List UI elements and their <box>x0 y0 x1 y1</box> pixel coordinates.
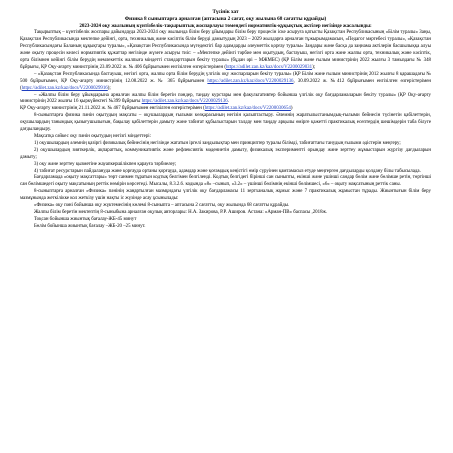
paragraph-task-4: 4) табиғат ресурстарын пайдалануда және қорғауда ортаны қорғауда, адамдар және қоғамдық кеңістігі өмір сүруінен қамтамасыз етуде меңгерген дағдыларды қолдану білы табысылада. <box>34 168 421 174</box>
paragraph-tasks-intro: Мақсатқа сәйкес оқу пәнін оқытудың негізгі міндеттері: <box>34 134 152 139</box>
paragraph-amendments: ҚР Оқу-ағарту министрінің 21.11.2022 ж. № 467 бұйрығымен енгізілген өзгерістерімен (https://adilet.zan.kz/kaz/docs/V2200030654) <box>20 106 293 112</box>
paragraph-curriculum-plans-mid: , 30.09.2022 ж. №412 бұйрығымен енгізілген өзгерістерімен <box>293 78 432 84</box>
paragraph-curriculum-plans: – «Қазақстан Республикасында бастауыш, негізгі орта, жалпы орта білім берудің үлгілік оқу жоспарларын бекіту туралы» (ҚР Білім және ғылым министрінің 2012 жылғы 8 қарашадағы № 500 бұйрығымен, ҚР Оқу-ағарту министрінің 12.08.2022 ж. № 365 бұйрығымен https://adilet.zan.kz/kaz/docs/V2200029136, 30.09.2022 ж. №412 бұйрығымен енгізілген өзгерістерімен (https://adilet.zan.kz/kaz/docs/V2200029916); <box>20 71 432 91</box>
paragraph-load: «Физика» оқу пәні бойынша оқу жүктемесінің көлемі 8-сыныпта – аптасына 2 сағатты, оқу жылында 68 сағатты құрайды. <box>34 203 290 209</box>
document-title: Түсінік хат <box>212 9 239 15</box>
paragraph-textbook: Жалпы білім беретін мектептің 8-сыныбына арналған оқулық авторлары: Н.А. Закирова, Р.Р. Аширов. Астана: «Арман-ПВ» баспасы ,2018ж. <box>34 209 328 215</box>
document-subtitle: Физика 8 сыныптарға арналған (аптасына 2 сағат, оқу жылына 68 сағатты құрайды) <box>124 16 327 23</box>
paragraph-task-2: 2) оқушылардың зияткерлік, ақпараттық, коммуникативтік және рефлексивтік мәдениетін дамыту, физикалық эксперименттi орындау және зерттеу жұмыстарын жүргізу дағдыларын дамыту; <box>20 147 431 160</box>
paragraph-amendments-text: ҚР Оқу-ағарту министрінің 21.11.2022 ж. № 467 бұйрығымен енгізілген өзгерістерімен <box>20 106 202 112</box>
document-heading: 2023-2024 оқу жылының күнтізбелік-тақырыптық жоспарлауы төмендегі нормативтік-құқықтық актілер негізінде жасалынды: <box>79 24 372 30</box>
paragraph-lab-works: 8-сыныптарға арналған «Физика» пәнінің жаңартылған мазмұндағы үлгілік оқу бағдарламасы 11 зертханалық жұмыс және 7 практикалық жұмыстан тұрады. Жиынтығын білім беру мазмұнында жеткілікке кол жеткізу үшін нақты іс жүзінде асау ұсынылады: <box>20 189 431 202</box>
paragraph-curriculum-plans-end: ); <box>107 85 111 91</box>
paragraph-quarter-assessment: Тоқсан бойынша жиынтық бағалау-ЖБ-45 минут <box>34 216 137 222</box>
paragraph-model-programs-end: . <box>227 99 229 105</box>
adilet-link-standard[interactable]: https://adilet.zan.kz/kaz/docs/V2200029031 <box>225 64 313 70</box>
adilet-link-plan-1[interactable]: https://adilet.zan.kz/kaz/docs/V2200029136 <box>207 78 294 84</box>
adilet-link-plan-2[interactable]: https://adilet.zan.kz/kaz/docs/V2200029916 <box>21 85 108 91</box>
paragraph-task-3: 3) оқу және зерттеу қызметіне жауапкершілікпен қарауға тәрбиелеу; <box>34 161 177 167</box>
adilet-link-programs[interactable]: https://adilet.zan.kz/kaz/docs/V2200029136 <box>141 99 228 105</box>
paragraph-curriculum-plans-text: – «Қазақстан Республикасында бастауыш, негізгі орта, жалпы орта білім берудің үлгілік оқу жоспарларын бекіту туралы» (ҚР Білім және ғылым министрінің 2012 жылғы 8 қарашадағы № 500 бұйрығымен, ҚР Оқу-ағарту министрінің 12.08.2022 ж. № 365 бұйрығымен <box>20 71 431 84</box>
paragraph-amendments-end: ) <box>290 106 293 112</box>
paragraph-legal-basis-text: Тақырыптық – күнтізбелік жоспары дайындауда 2023-2024 оқу жылында білім беру ұйымдары білім беру процесін іске асыруға қатысты Қазақстан Республикасының «Білім туралы» Заңы, Қазақстан Республикасында мектепке дейінгі, орта, техникалық және кәсіптік білім беруді дамытудың 2023 – 2029 жылдарға арналған тұжырымдамасын, «Педагог мәртебесі туралы», «Қазақстан Республикасындағы Баланың құқықтары туралы», «Қазақстан Республикасында мүгедектігі бар адамдарды әлеуметтік қорғау туралы» Заңдары және басқа да заңнама актілерін басшылыққа алуы және оқыту процесін келесі нормативтік құжаттар негізінде жүзеге асыруы тиіс: – «Мектепке дейінгі тәрбие мен оқытудың, бастауыш, негізгі орта және жалпы орта, техникалық және кәсіптік, орта білімнен кейінгі білім берудің мемлекеттік жалпыға міндетті стандарттарын бекіту туралы» (бұдан әрі – МЖМБС) (ҚР Білім және ғылым министрінің 2022 жылғы 3 тамыздағы № 348 бұйрығы, ҚР Оқу-ағарту министрінің 23.09.2022 ж. № 406 бұйрығымен енгізілген өзгерістерімен <box>20 30 431 70</box>
paragraph-task-1: 1) оқушылардың әлемнің қазіргі физикалық бейнесінің негізінде жататын іргелі заңдылықтар мен принциптер туралы білімді, табиғаттағы танудың ғылыми әдістерін меңгеру; <box>34 140 401 146</box>
paragraph-codes: Бағдарламада «оқыту мақсаттары» төрт санмен тұратын кодтық белгімен белгіленді. Кодтық белгідегі бірінші сан сыныпты, екінші және үшінші сандар бөлім және бөлімше ретін, төртінші сан бөлімшедегі оқыту мақсатының реттік нөмірін көрсетеді. Мысалы, 8.3.2.6. кодында «8» –сынып, «3.2» – үшінші бөлімнің екінші бөлімшесі, «6» – оқыту мақсатының реттік саны. <box>20 175 431 188</box>
adilet-link-amendments[interactable]: https://adilet.zan.kz/kaz/docs/V2200030654 <box>204 106 291 112</box>
paragraph-model-programs-text: – «Жалпы білім беру ұйымдарына арналған жалпы білім беретін пәндер, таңдау курстары мен факультативтер бойынша үлгілік оқу бағдарламаларын бекіту туралы» (ҚР Оқу-ағарту министрінің 2022 жылғы 16 қыркүйектегі №399 бұйрығы <box>20 92 431 105</box>
paragraph-legal-basis: Тақырыптық – күнтізбелік жоспары дайындауда 2023-2024 оқу жылында білім беру ұйымдары білім беру процесін іске асыруға қатысты Қазақстан Республикасының «Білім туралы» Заңы, Қазақстан Республикасында мектепке дейінгі, орта, техникалық және кәсіптік білім беруді дамытудың 2023 – 2029 жылдарға арналған тұжырымдамасын, «Педагог мәртебесі туралы», «Қазақстан Республикасындағы Баланың құқықтары туралы», «Қазақстан Республикасында мүгедектігі бар адамдарды әлеуметтік қорғау туралы» Заңдары және басқа да заңнама актілерін басшылыққа алуы және оқыту процесін келесі нормативтік құжаттар негізінде жүзеге асыруы тиіс: – «Мектепке дейінгі тәрбие мен оқытудың, бастауыш, негізгі орта және жалпы орта, техникалық және кәсіптік, орта білімнен кейінгі білім берудің мемлекеттік жалпыға міндетті стандарттарын бекіту туралы» (бұдан әрі – МЖМБС) (ҚР Білім және ғылым министрінің 2022 жылғы 3 тамыздағы № 348 бұйрығы, ҚР Оқу-ағарту министрінің 23.09.2022 ж. № 406 бұйрығымен енгізілген өзгерістерімен (https://adilet.zan.kz/kaz/docs/V2200029031); <box>20 30 431 70</box>
paragraph-goal: 8-сыныптарға физика пәнін оқытудың мақсаты – оқушылардың ғылыми көзқарасының негізін қалыптастыру. Әлемнің жаратылыстанымдық-ғылыми бейнесін түсінетін қабілеттерін, оқушылардың танымдық қызығушылығын, бақылау қабілеттерін дамыту және табиғат құбылыстарын талдау мен таңдау арқылы өмірге қажетті практикалық есептердің шешімдерін таба білуге дағдыландыру. <box>20 113 431 133</box>
paragraph-model-programs <box>20 93 431 107</box>
paragraph-legal-basis-end: ); <box>312 64 316 70</box>
paragraph-section-assessment: Бөлім бойынша жиынтық бағалау –ЖБ-20 –25 минут. <box>34 223 146 229</box>
